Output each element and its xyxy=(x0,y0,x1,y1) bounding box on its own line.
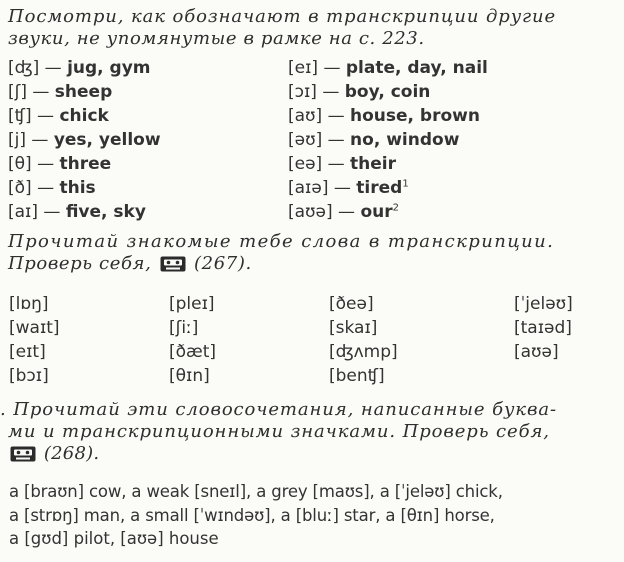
sound-row: [ð] — this xyxy=(8,178,96,198)
sound-row: [ʃ] — sheep xyxy=(8,82,113,102)
task3-line3: (268). xyxy=(0,443,557,465)
grid-cell: [lɒŋ] xyxy=(9,294,49,314)
sound-row: [θ] — three xyxy=(8,154,112,174)
grid-cell: [ˈjeləʊ] xyxy=(514,294,573,314)
grid-cell: [waɪt] xyxy=(9,318,60,338)
sound-row: [aʊ] — house, brown xyxy=(288,106,480,126)
cassette-icon xyxy=(160,256,186,272)
task2-line1: Прочитай знакомые тебе слова в транскрипции. xyxy=(8,231,555,252)
grid-cell: [skaɪ] xyxy=(329,318,378,338)
task3-instruction xyxy=(0,399,557,465)
cassette-icon xyxy=(10,446,36,462)
grid-cell: [ðeə] xyxy=(329,294,374,314)
sound-row: [ɔɪ] — boy, coin xyxy=(288,82,431,102)
grid-cell: [aʊə] xyxy=(514,342,559,362)
footnote-mark: 1 xyxy=(402,178,409,190)
grid-cell: [ʃiː] xyxy=(169,318,199,338)
phrase-line: a [braʊn] cow, a weak [sneɪl], a grey [maʊs], a [ˈjeləʊ] chick, xyxy=(9,482,503,501)
phrase-line: a [strɒŋ] man, a small [ˈwɪndəʊ], a [bluː] star, a [θɪn] horse, xyxy=(9,505,495,525)
grid-cell: [ðæt] xyxy=(169,342,217,362)
sound-row: [əʊ] — no, window xyxy=(288,130,460,150)
sound-row: [aɪə] — tired$^1$ xyxy=(288,178,409,198)
sound-row: [ʧ] — chick xyxy=(8,106,109,126)
grid-cell: [taɪəd] xyxy=(514,318,572,338)
task1-instruction xyxy=(8,6,556,50)
sound-row: [j] — yes, yellow xyxy=(8,130,161,150)
sound-row: [eɪ] — plate, day, nail xyxy=(288,58,488,78)
grid-cell: [benʧ] xyxy=(329,366,385,386)
grid-cell: [ʤʌmp] xyxy=(329,342,398,362)
phrases-paragraph xyxy=(9,480,619,551)
task1-line2: звуки, не упомянутые в рамке на с. 223. xyxy=(8,28,425,49)
sound-row: [aɪ] — five, sky xyxy=(8,202,146,222)
sound-row: [ʤ] — jug, gym xyxy=(8,58,151,78)
task3-line1: . Прочитай эти словосочетания, написанные буква- xyxy=(0,399,557,420)
sound-row: [eə] — their xyxy=(288,154,396,174)
task3-line2: ми и транскрипционными значками. Проверь себя, xyxy=(8,421,550,442)
task2-instruction xyxy=(8,231,554,275)
phrase-line: a [gʊd] pilot, [aʊə] house xyxy=(9,529,219,548)
sound-row: [aʊə] — our$^2$ xyxy=(288,202,399,222)
grid-cell: [bɔɪ] xyxy=(9,366,49,386)
task1-line1: Посмотри, как обозначают в транскрипции другие xyxy=(8,6,557,27)
grid-cell: [θɪn] xyxy=(169,366,210,386)
grid-cell: [pleɪ] xyxy=(169,294,215,314)
task2-line2: Проверь себя, (267). xyxy=(8,253,252,274)
footnote-mark: 2 xyxy=(392,202,399,214)
grid-cell: [eɪt] xyxy=(9,342,46,362)
